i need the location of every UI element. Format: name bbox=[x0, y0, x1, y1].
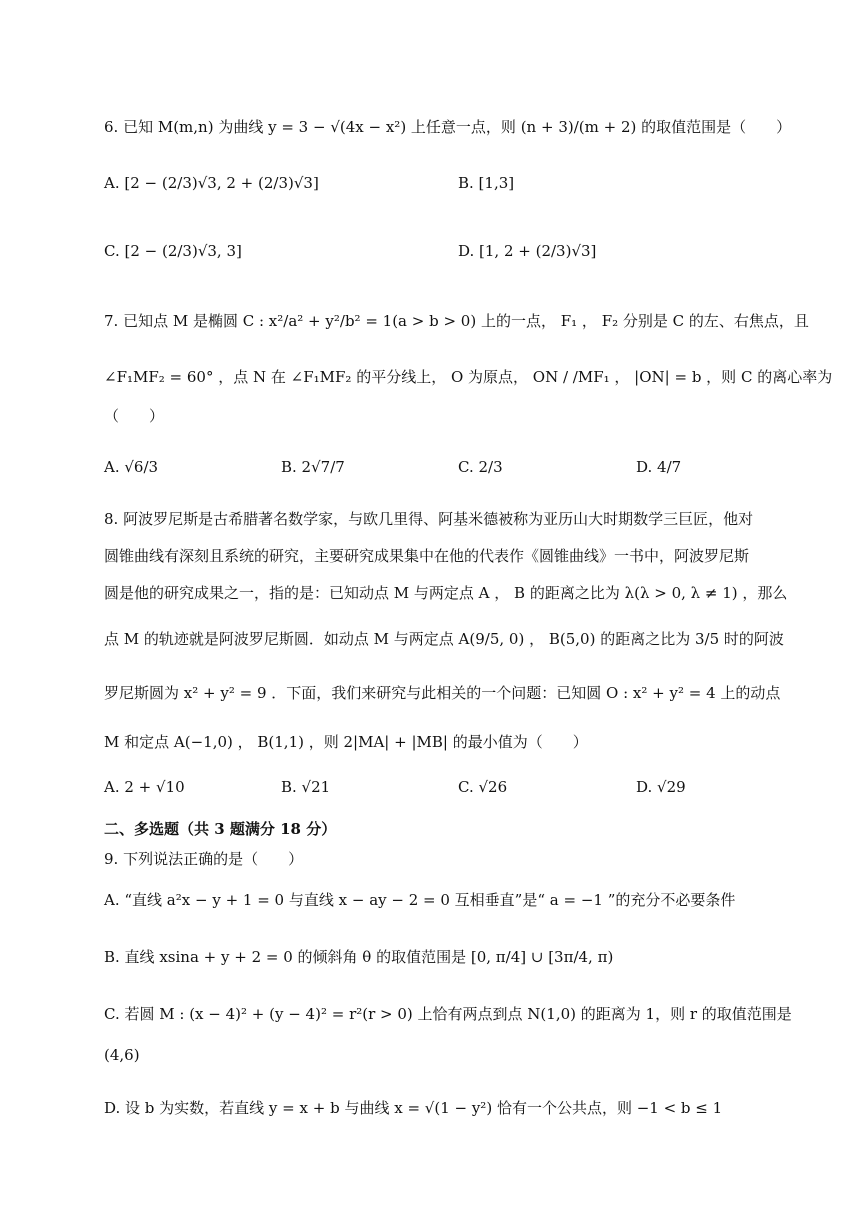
q7-option-c: C. 2/3 bbox=[458, 458, 503, 476]
q8-line6: M 和定点 A(−1,0) ， B(1,1) ，则 2|MA| + |MB| 的最小值为（ ） bbox=[104, 733, 588, 751]
q6-option-b: B. [1,3] bbox=[458, 174, 515, 192]
q8-option-c: C. √26 bbox=[458, 778, 508, 796]
q8-line3: 圆是他的研究成果之一，指的是：已知动点 M 与两定点 A ， B 的距离之比为 λ(λ > 0, λ ≠ 1) ，那么 bbox=[104, 584, 788, 602]
section-2-title: 二、多选题（共 3 题满分 18 分） bbox=[104, 820, 337, 838]
q6-option-c: C. [2 − (2/3)√3, 3] bbox=[104, 242, 242, 260]
q7-option-a: A. √6/3 bbox=[104, 458, 159, 476]
q8-line5: 罗尼斯圆为 x² + y² = 9 ．下面，我们来研究与此相关的一个问题：已知圆 O : x² + y² = 4 上的动点 bbox=[104, 684, 781, 702]
q9-option-d: D. 设 b 为实数，若直线 y = x + b 与曲线 x = √(1 − y²) 恰有一个公共点，则 −1 < b ≤ 1 bbox=[104, 1099, 723, 1117]
q9-option-b: B. 直线 xsina + y + 2 = 0 的倾斜角 θ 的取值范围是 [0, π/4] ∪ [3π/4, π) bbox=[104, 948, 614, 966]
q8-line2: 圆锥曲线有深刻且系统的研究，主要研究成果集中在他的代表作《圆锥曲线》一书中，阿波罗尼斯 bbox=[104, 547, 750, 565]
q7-stem-line3: （ ） bbox=[104, 407, 165, 425]
q6-stem: 6. 已知 M(m,n) 为曲线 y = 3 − √(4x − x²) 上任意一点，则 (n + 3)/(m + 2) 的取值范围是（ ） bbox=[104, 118, 792, 136]
q7-stem-line2: ∠F₁MF₂ = 60° ，点 N 在 ∠F₁MF₂ 的平分线上， O 为原点， ON / /MF₁ ， |ON| = b ，则 C 的离心率为 bbox=[104, 368, 833, 386]
q8-option-a: A. 2 + √10 bbox=[104, 778, 185, 796]
q8-option-b: B. √21 bbox=[281, 778, 331, 796]
q8-line1: 8. 阿波罗尼斯是古希腊著名数学家，与欧几里得、阿基米德被称为亚历山大时期数学三巨匠，他对 bbox=[104, 510, 754, 528]
q9-option-c-line2: (4,6) bbox=[104, 1046, 140, 1064]
q7-stem-line1: 7. 已知点 M 是椭圆 C : x²/a² + y²/b² = 1(a > b > 0) 上的一点， F₁ ， F₂ 分别是 C 的左、右焦点，且 bbox=[104, 312, 809, 330]
q9-option-c-line1: C. 若圆 M : (x − 4)² + (y − 4)² = r²(r > 0) 上恰有两点到点 N(1,0) 的距离为 1，则 r 的取值范围是 bbox=[104, 1005, 792, 1023]
q9-stem: 9. 下列说法正确的是（ ） bbox=[104, 850, 304, 868]
q8-option-d: D. √29 bbox=[636, 778, 686, 796]
q7-option-b: B. 2√7/7 bbox=[281, 458, 345, 476]
q6-option-a: A. [2 − (2/3)√3, 2 + (2/3)√3] bbox=[104, 174, 319, 192]
q8-line4: 点 M 的轨迹就是阿波罗尼斯圆．如动点 M 与两定点 A(9/5, 0) ， B(5,0) 的距离之比为 3/5 时的阿波 bbox=[104, 630, 784, 648]
q9-option-a: A. “直线 a²x − y + 1 = 0 与直线 x − ay − 2 = 0 互相垂直”是“ a = −1 ”的充分不必要条件 bbox=[104, 891, 736, 909]
q7-option-d: D. 4/7 bbox=[636, 458, 682, 476]
q6-option-d: D. [1, 2 + (2/3)√3] bbox=[458, 242, 597, 260]
